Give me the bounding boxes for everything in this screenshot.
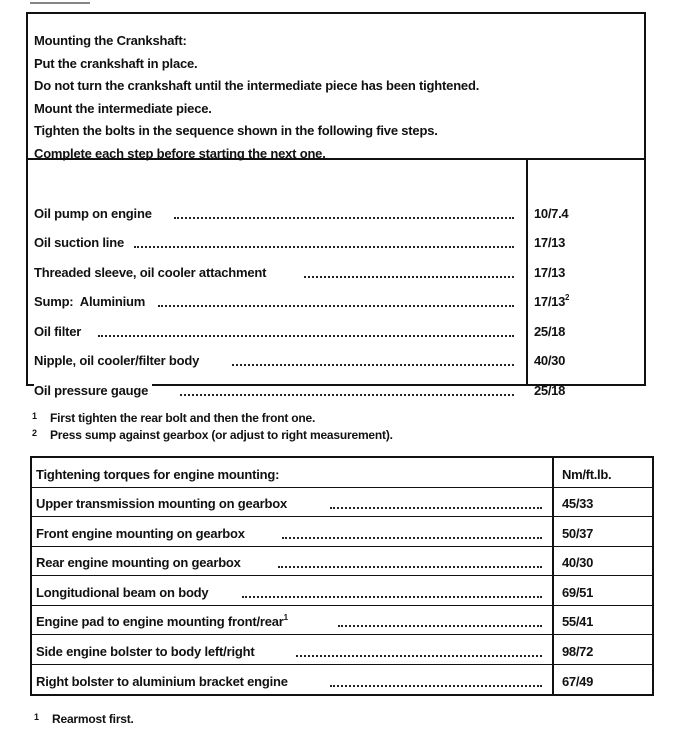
torque-value-text: 40/30 bbox=[534, 353, 566, 368]
dot-leader bbox=[232, 364, 514, 366]
torque-row bbox=[34, 344, 638, 374]
torque-value-text: 25/18 bbox=[534, 382, 566, 398]
dot-leader bbox=[98, 335, 514, 337]
dot-leader bbox=[278, 566, 542, 568]
footnote-marker: 2 bbox=[565, 293, 570, 302]
dot-leader bbox=[330, 685, 542, 687]
torque-value: 45/33 bbox=[562, 496, 594, 511]
torque-list-1 bbox=[34, 196, 638, 403]
dot-leader bbox=[134, 246, 514, 248]
torque-label: Right bolster to aluminium bracket engine bbox=[36, 674, 292, 689]
table-row bbox=[32, 488, 652, 518]
torque-row bbox=[34, 255, 638, 285]
instruction-line: Complete each step before starting the next one. bbox=[34, 145, 326, 161]
dot-leader bbox=[338, 625, 542, 627]
dot-leader bbox=[174, 217, 514, 219]
torque-value-text: 17/13 bbox=[534, 294, 566, 309]
torque-value-text: 17/13 bbox=[534, 235, 566, 250]
table-header-label: Tightening torques for engine mounting: bbox=[36, 467, 283, 482]
torque-label bbox=[36, 613, 292, 629]
table-row bbox=[32, 547, 652, 577]
torque-label: Oil pressure gauge bbox=[34, 383, 152, 398]
torque-row bbox=[34, 285, 638, 315]
dot-leader bbox=[180, 394, 514, 396]
torque-value bbox=[534, 383, 565, 398]
instruction-line: Put the crankshaft in place. bbox=[34, 55, 198, 71]
footnote-number: 1 bbox=[34, 712, 39, 722]
torque-row bbox=[34, 196, 638, 226]
torque-value: 55/41 bbox=[562, 614, 594, 629]
mounting-heading: Mounting the Crankshaft: bbox=[34, 33, 187, 48]
table-header-unit: Nm/ft.lb. bbox=[562, 466, 612, 482]
dot-leader bbox=[282, 537, 542, 539]
footnote-text: Press sump against gearbox (or adjust to right measurement). bbox=[50, 428, 393, 442]
torque-row bbox=[34, 226, 638, 256]
dot-leader bbox=[242, 596, 542, 598]
torque-label: Threaded sleeve, oil cooler attachment bbox=[34, 265, 270, 280]
torque-value bbox=[534, 353, 565, 368]
torque-label: Side engine bolster to body left/right bbox=[36, 644, 258, 659]
table-row bbox=[32, 576, 652, 606]
torque-value-text: 10/7.4 bbox=[534, 205, 569, 221]
mounting-instructions bbox=[28, 14, 644, 160]
dot-leader bbox=[330, 507, 542, 509]
torque-value bbox=[534, 235, 565, 250]
torque-value-text: 17/13 bbox=[534, 264, 566, 280]
torque-label-text: Engine pad to engine mounting front/rear bbox=[36, 614, 284, 629]
table-row bbox=[32, 606, 652, 636]
table-row bbox=[32, 665, 652, 695]
table-header-row bbox=[32, 458, 652, 488]
footnote-text: First tighten the rear bolt and then the front one. bbox=[50, 411, 316, 425]
torque-label: Nipple, oil cooler/filter body bbox=[34, 353, 203, 368]
torque-value bbox=[534, 293, 569, 309]
dot-leader bbox=[296, 655, 542, 657]
torque-label: Oil pump on engine bbox=[34, 206, 156, 221]
torque-label: Front engine mounting on gearbox bbox=[36, 526, 249, 541]
footnote bbox=[34, 712, 134, 726]
torque-value bbox=[534, 206, 568, 221]
footnote-marker: 1 bbox=[283, 613, 288, 622]
torque-value: 40/30 bbox=[562, 555, 594, 570]
torque-label: Rear engine mounting on gearbox bbox=[36, 555, 245, 570]
torque-value: 69/51 bbox=[562, 584, 594, 600]
dot-leader bbox=[158, 305, 514, 307]
instruction-line: Tighten the bolts in the sequence shown in the following five steps. bbox=[34, 123, 438, 138]
engine-mounting-torque-table bbox=[30, 456, 654, 696]
dot-leader bbox=[304, 276, 514, 278]
torque-value: 50/37 bbox=[562, 525, 594, 541]
torque-label: Upper transmission mounting on gearbox bbox=[36, 496, 291, 511]
torque-value: 98/72 bbox=[562, 643, 594, 659]
torque-row bbox=[34, 373, 638, 403]
footnote bbox=[32, 428, 393, 442]
instruction-line: Mount the intermediate piece. bbox=[34, 100, 212, 116]
footnote-number: 1 bbox=[32, 411, 37, 421]
footnote-text: Rearmost first. bbox=[52, 712, 134, 726]
footnote bbox=[32, 411, 315, 425]
torque-row bbox=[34, 314, 638, 344]
torque-value bbox=[534, 324, 565, 339]
instruction-line: Do not turn the crankshaft until the intermediate piece has been tightened. bbox=[34, 78, 480, 93]
top-edge-fragment bbox=[30, 0, 90, 4]
torque-value-text: 25/18 bbox=[534, 323, 566, 339]
footnote-number: 2 bbox=[32, 428, 37, 438]
torque-value bbox=[534, 265, 565, 280]
torque-label: Oil filter bbox=[34, 324, 85, 339]
torque-label: Oil suction line bbox=[34, 235, 128, 250]
table-row bbox=[32, 517, 652, 547]
table-row bbox=[32, 635, 652, 665]
torque-value: 67/49 bbox=[562, 674, 594, 689]
crankshaft-torque-box bbox=[26, 12, 646, 398]
torque-label: Sump: Aluminium bbox=[34, 294, 149, 309]
torque-label: Longitudional beam on body bbox=[36, 585, 212, 600]
